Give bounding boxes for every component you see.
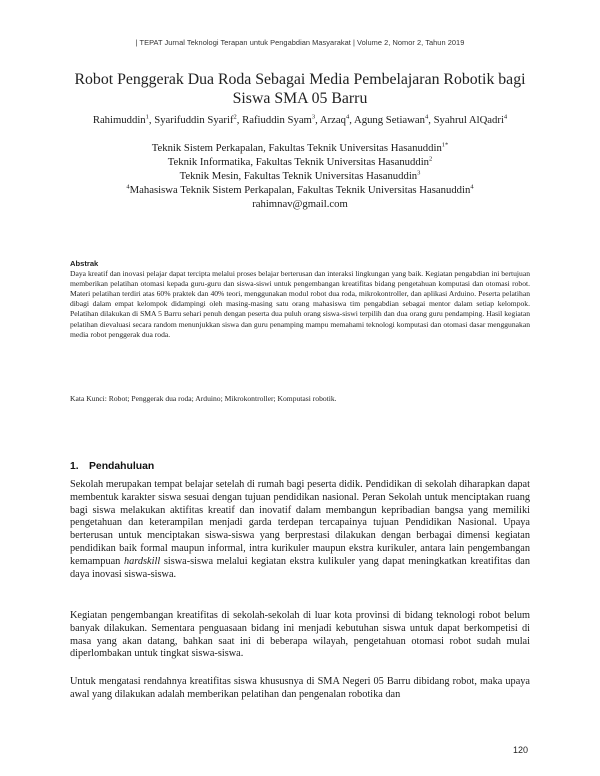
author: Syarifuddin Syarif$^2$, [154, 113, 243, 126]
page-number: 120 [512, 745, 528, 755]
author: Syahrul AlQadri$^4$ [433, 113, 508, 126]
abstract-heading: Abstrak [70, 259, 99, 268]
italic-term: hardskill [123, 555, 161, 567]
section-number: 1. [70, 461, 79, 472]
abstract-body: Daya kreatif dan inovasi pelajar dapat tercipta melalui proses belajar berterusan dan interaksi lingkungan yang baik. Kegiatan pengabdian ini bertujuan memberikan pelatihan otomasi kepada guru-guru dan siswa-siswi untuk pengembangan kreatifitas bidang pengetahuan komputasi dan otomasi robot. Materi pelatihan terdiri atas 60% praktek dan 40% teori, menggunakan modul robot dua roda, mikrokontroller, dan aplikasi Arduino. Peserta pelatihan dibagi dalam empat kelompok didampingi oleh masing-masing satu orang mahasiswa tim pengabdian sebagai mentor dalam setiap kelompok. Pelatihan dilakukan di SMA 5 Barru sehari penuh dengan peserta dua puluh orang siswa-siswi terpilih dan dua orang guru pendamping. Hasil kegiatan pelatihan dievaluasi secara random menunjukkan siswa dan guru penamping mampu memahami teknologi komputasi dan otomasi dasar menggunakan media robot penggerak dua roda. [70, 269, 530, 339]
affiliation: $^4$Mahasiswa Teknik Sistem Perkapalan, Fakultas Teknik Universitas Hasanuddin$^4$ [126, 183, 474, 196]
section-title: Pendahuluan [89, 461, 155, 472]
author-email: rahimnav@gmail.com [252, 198, 348, 210]
keywords: Kata Kunci: Robot; Penggerak dua roda; Arduino; Mikrokontroller; Komputasi robotik. [70, 394, 337, 403]
affiliation-list [60, 141, 540, 211]
affiliation: Teknik Informatika, Fakultas Teknik Universitas Hasanuddin$^2$ [167, 155, 433, 168]
paper-title: Robot Penggerak Dua Roda Sebagai Media Pembelajaran Robotik bagi Siswa SMA 05 Barru [74, 71, 526, 107]
affiliation: Teknik Sistem Perkapalan, Fakultas Teknik Universitas Hasanuddin$^{1*}$ [151, 141, 449, 154]
author: Arzaq$^4$, [319, 113, 355, 126]
running-header: | TEPAT Jurnal Teknologi Terapan untuk Pengabdian Masyarakat | Volume 2, Nomor 2, Tahun 2019 [135, 38, 465, 47]
body-paragraph: Untuk mengatasi rendahnya kreatifitas siswa khususnya di SMA Negeri 05 Barru dibidang robot, maka upaya awal yang dilakukan adalah memberikan pelatihan dan pengenalan robotika dan [70, 676, 530, 700]
section-heading [70, 461, 154, 472]
abstract [70, 259, 530, 340]
author: Rahimuddin$^1$, [92, 113, 155, 126]
author-list [70, 113, 530, 127]
author: Agung Setiawan$^4$, [354, 113, 434, 126]
body-paragraph: Kegiatan pengembangan kreatifitas di sekolah-sekolah di luar kota provinsi di bidang teknologi robot belum banyak dilakukan. Sementara penguasaan bidang ini menjadi kebutuhan siswa untuk dapat berkompetisi di masa yang akan datang, bahkan saat ini di beberapa wilayah, pengetahuan otomasi robot sudah mulai diperlombakan untuk tingkat siswa-siswa. [70, 610, 530, 660]
body-paragraph: Sekolah merupakan tempat belajar setelah di rumah bagi peserta didik. Pendidikan di sekolah diharapkan dapat membentuk karakter siswa sesuai dengan tujuan pendidikan nasional. Peran Sekolah untuk menciptakan ruang bagi siswa melakukan aktifitas kreatif dan inovatif dalam membangun kepribadian bangsa yang memiliki pengetahuan dan keterampilan menjadi garda terdepan tercapainya tujuan Pendidikan Nasional. Upaya berterusan untuk menciptakan siswa-siswa yang berprestasi dilakukan dengan berbagai dimensi kegiatan pendidikan baik formal maupun informal, intra kurikuler maupun ekstra kurikuler, antara lain pengembangan kemampuan hardskill siswa-siswa melalui kegiatan ekstra kulikuler yang dapat meningkatkan kreatifitas dan daya inovasi siswa-siswa. [70, 479, 530, 580]
affiliation: Teknik Mesin, Fakultas Teknik Universitas Hasanuddin$^3$ [179, 169, 421, 182]
author: Rafiuddin Syam$^3$, [242, 113, 320, 126]
